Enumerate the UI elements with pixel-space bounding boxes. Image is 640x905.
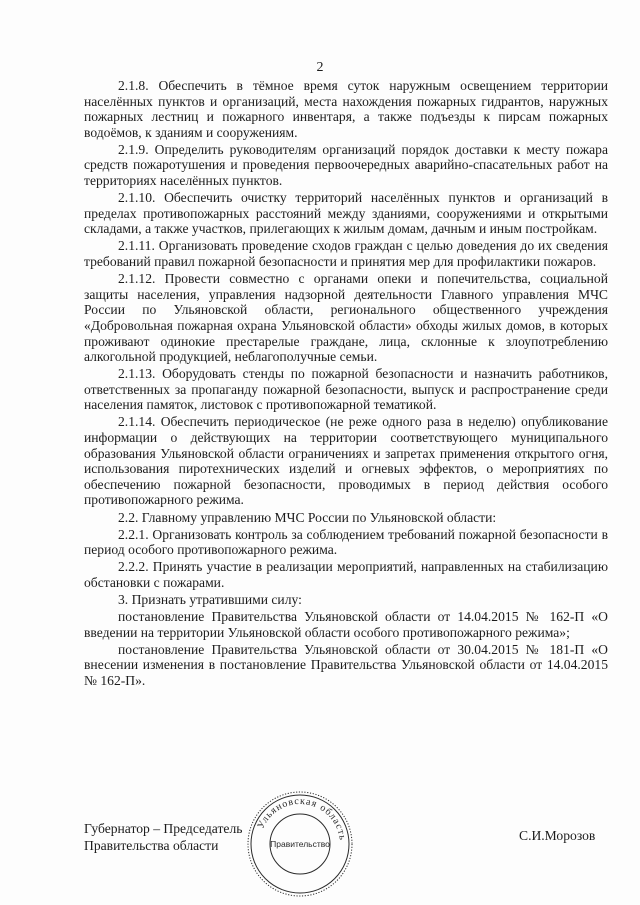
paragraph: 2.1.10. Обеспечить очистку территорий населённых пунктов и организаций в пределах противопожарных расстояний между зданиями, сооружениями и открытыми складами, а также участков, прилегающих к жилым домам, дачным и иным постройкам. xyxy=(84,190,608,237)
svg-text:Правительство: Правительство xyxy=(270,839,330,849)
paragraph: 2.1.8. Обеспечить в тёмное время суток наружным освещением территории населённых пунктов и организаций, места нахождения пожарных гидрантов, наружных пожарных лестниц и пожарного инвентаря, а также подъезды к пирсам пожарных водоёмов, к зданиям и сооружениям. xyxy=(84,78,608,140)
paragraph: 3. Признать утратившими силу: xyxy=(118,592,302,607)
paragraph: 2.2. Главному управлению МЧС России по Ульяновской области: xyxy=(118,509,497,525)
paragraph: 2.1.14. Обеспечить периодическое (не реже одного раза в неделю) опубликование информации о действующих на территории соответствующего муниципального образования Ульяновской области ограничениях и запретах применения открытого огня, использования пиротехнических изделий и огневых эффектов, о мероприятиях по обеспечению пожарной безопасности, проводимых в период действия особого противопожарного режима. xyxy=(84,414,608,508)
signatory-position xyxy=(84,820,242,854)
official-seal xyxy=(244,788,356,900)
paragraph: 2.1.9. Определить руководителям организаций порядок доставки к месту пожара средств пожаротушения и проведения первоочередных аварийно-спасательных работ на территориях населённых пунктов. xyxy=(84,141,608,189)
svg-text:Ульяновская область: Ульяновская область xyxy=(255,795,348,842)
signatory-position-line1: Губернатор – Председатель xyxy=(84,821,243,836)
signatory-name: С.И.Морозов xyxy=(519,828,596,843)
page-number: 2 xyxy=(316,60,324,75)
paragraph: 2.1.13. Оборудовать стенды по пожарной безопасности и назначить работников, ответственных за пропаганду пожарной безопасности, выпуск и распространение среди населения памяток, листовок с противопожарной тематикой. xyxy=(84,366,608,413)
paragraph: 2.2.2. Принять участие в реализации мероприятий, направленных на стабилизацию обстановки с пожарами. xyxy=(84,559,608,590)
paragraph: 2.2.1. Организовать контроль за соблюдением требований пожарной безопасности в период особого противопожарного режима. xyxy=(84,526,608,558)
document-body xyxy=(84,78,608,690)
paragraph: 2.1.11. Организовать проведение сходов граждан с целью доведения до их сведения требований правил пожарной безопасности и принятия мер для профилактики пожаров. xyxy=(84,238,608,270)
paragraph: постановление Правительства Ульяновской области от 14.04.2015 № 162-П «О введении на территории Ульяновской области особого противопожарного режима»; xyxy=(84,609,608,640)
paragraph: постановление Правительства Ульяновской области от 30.04.2015 № 181-П «О внесении изменения в постановление Правительства Ульяновской области от 14.04.2015 № 162-П». xyxy=(84,641,608,688)
paragraph: 2.1.12. Провести совместно с органами опеки и попечительства, социальной защиты населения, управления надзорной деятельности Главного управления МЧС России по Ульяновской области, регионального общественного учреждения «Добровольная пожарная охрана Ульяновской области» обходы жилых домов, в которых проживают одинокие престарелые граждане, лица, склонные к злоупотреблению алкогольной продукцией, неблагополучные семьи. xyxy=(84,271,608,365)
signatory-position-line2: Правительства области xyxy=(84,838,219,853)
